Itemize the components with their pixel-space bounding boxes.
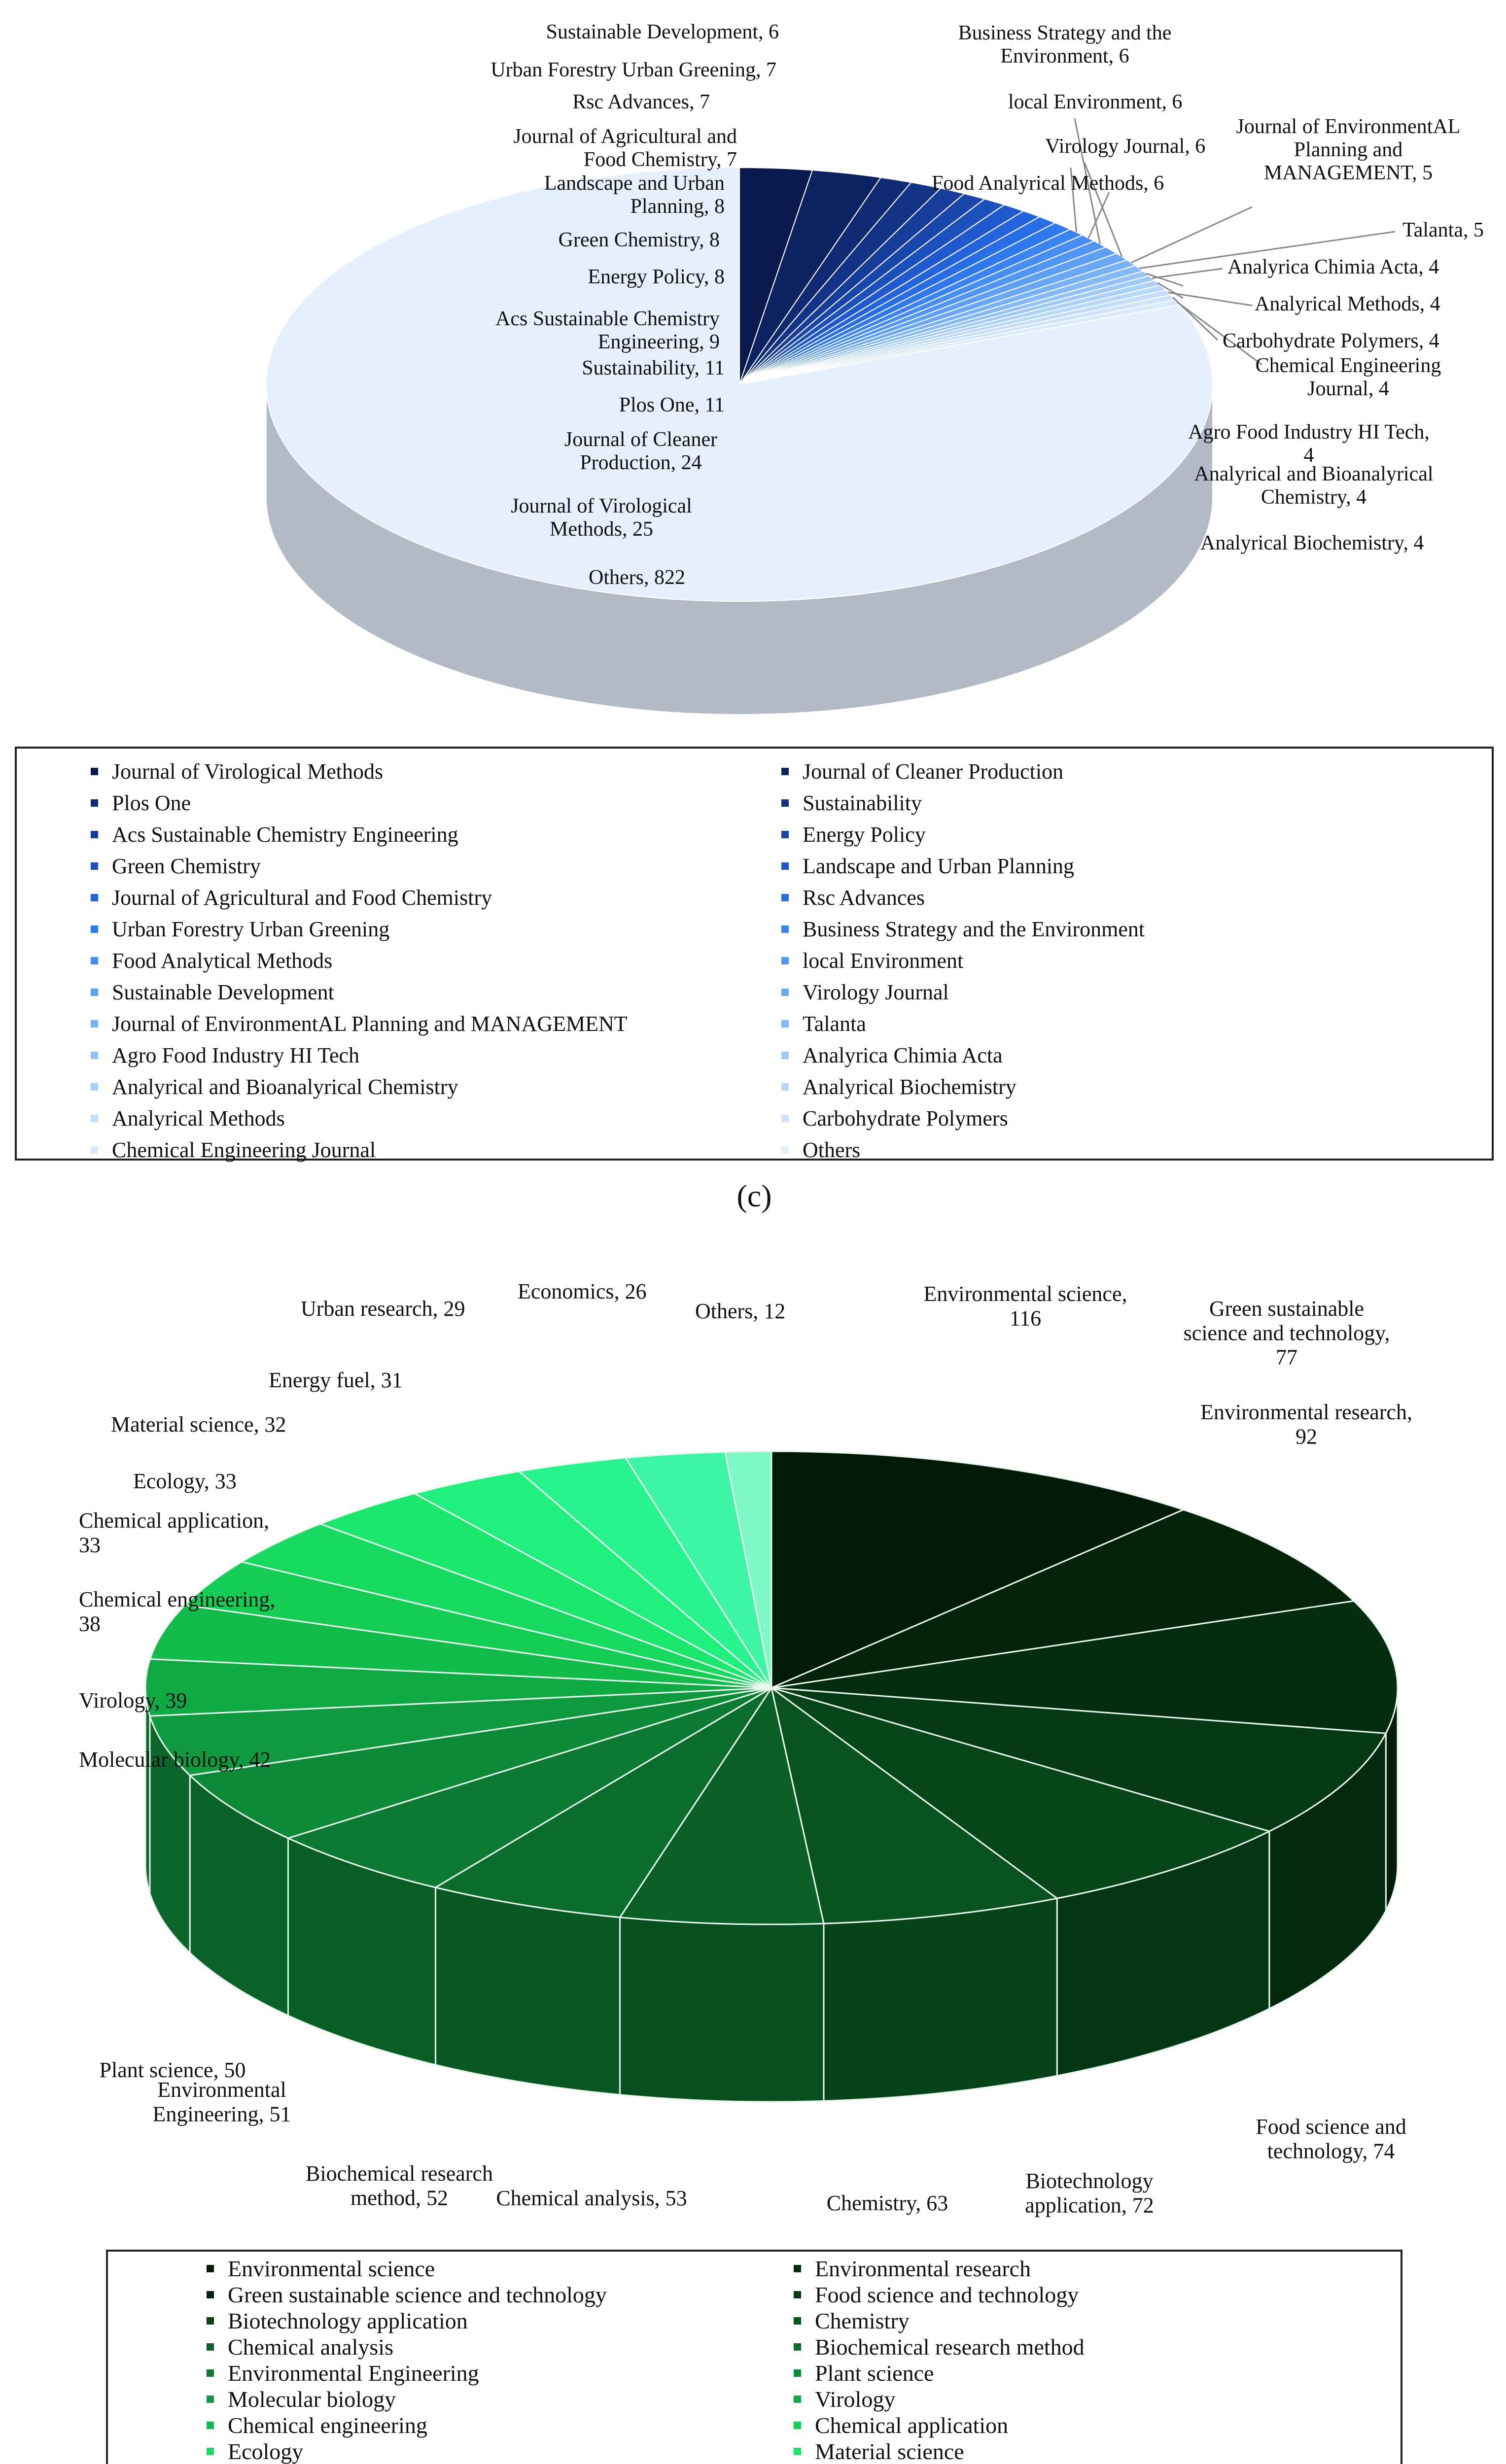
legend-label: Biotechnology application	[228, 2308, 468, 2333]
legend-entry-material-science	[794, 2438, 1381, 2464]
legend-entry-journal-of-cleaner-production	[781, 755, 1472, 787]
legend-label: Virology	[815, 2387, 896, 2412]
pie-slices	[145, 1451, 1398, 1924]
legend-label: Journal of Cleaner Production	[803, 759, 1064, 784]
data-label-virology-journal: Virology Journal, 6	[1045, 135, 1206, 158]
caption-c: (c)	[736, 1178, 772, 1213]
legend-label: Material science	[815, 2439, 964, 2464]
legend-label: Carbohydrate Polymers	[803, 1106, 1008, 1130]
data-label-rsc-advances: Rsc Advances, 7	[572, 91, 710, 113]
legend-entry-molecular-biology	[207, 2386, 794, 2412]
legend-swatch	[781, 925, 789, 933]
legend-label: Environmental science	[228, 2256, 435, 2281]
data-label-local-environment: local Environment, 6	[1008, 91, 1183, 113]
legend-swatch	[781, 1146, 789, 1154]
legend-swatch	[91, 1146, 98, 1154]
legend-entry-biochemical-research-method	[794, 2334, 1381, 2360]
legend-label: Energy Policy	[803, 822, 926, 847]
legend-c	[15, 747, 1494, 1161]
data-label-virology: Virology, 39	[79, 1688, 187, 1712]
legend-entry-environmental-research	[794, 2256, 1381, 2282]
legend-label: Food Analytical Methods	[112, 948, 333, 973]
legend-swatch	[91, 768, 98, 775]
legend-entry-local-environment	[781, 945, 1472, 976]
data-label-acs-sustainable-chemistry-engineering: Acs Sustainable Chemistry Engineering, 9	[495, 308, 720, 354]
legend-label: Virology Journal	[803, 980, 949, 1004]
legend-label: Acs Sustainable Chemistry Engineering	[112, 822, 458, 847]
legend-entry-plant-science	[794, 2360, 1381, 2386]
legend-entry-landscape-and-urban-planning	[781, 850, 1472, 882]
data-label-material-science: Material science, 32	[111, 1412, 286, 1437]
legend-entry-analyrical-methods	[91, 1102, 781, 1134]
legend-swatch	[781, 799, 789, 807]
legend-label: Green sustainable science and technology	[228, 2282, 607, 2307]
data-label-energy-policy: Energy Policy, 8	[588, 266, 725, 288]
data-label-sustainable-development: Sustainable Development, 6	[546, 21, 779, 43]
legend-label: Food science and technology	[815, 2282, 1079, 2307]
legend-entry-environmental-science	[207, 2256, 794, 2282]
legend-entry-analyrica-chimia-acta	[781, 1039, 1472, 1071]
legend-swatch	[781, 1083, 789, 1091]
legend-label: Agro Food Industry HI Tech	[112, 1043, 360, 1067]
data-label-others: Others, 12	[695, 1299, 786, 1323]
legend-swatch	[91, 957, 98, 964]
data-label-molecular-biology: Molecular biology, 42	[79, 1747, 271, 1772]
legend-swatch	[91, 989, 98, 996]
legend-swatch	[781, 894, 789, 901]
legend-swatch	[91, 894, 98, 901]
legend-swatch	[207, 2265, 214, 2272]
pie-side-chemistry	[824, 1898, 1057, 2101]
pie-side-biochemical-research-method	[436, 1887, 620, 2095]
data-label-journal-of-agricultural-and-food-chemistry: Journal of Agricultural and Food Chemistry, 7	[513, 125, 737, 171]
legend-entry-chemical-application	[794, 2412, 1381, 2438]
data-label-plant-science: Plant science, 50	[99, 2058, 246, 2082]
data-label-analyrical-biochemistry: Analyrical Biochemistry, 4	[1200, 532, 1424, 554]
legend-entry-carbohydrate-polymers	[781, 1102, 1472, 1134]
legend-entry-chemical-analysis	[207, 2334, 794, 2360]
pie-side-chemical-analysis	[620, 1917, 824, 2102]
data-label-analyrical-and-bioanalyrical-chemistry: Analyrical and Bioanalyrical Chemistry, 4	[1194, 463, 1434, 509]
data-label-energy-fuel: Energy fuel, 31	[269, 1368, 403, 1392]
legend-label: Chemical engineering	[228, 2413, 427, 2438]
legend-swatch	[781, 957, 789, 964]
legend-entry-virology-journal	[781, 976, 1472, 1008]
data-label-urban-research: Urban research, 29	[301, 1297, 465, 1321]
legend-swatch	[794, 2396, 801, 2403]
legend-entry-chemical-engineering	[207, 2412, 794, 2438]
legend-label: Plos One	[112, 790, 191, 815]
legend-entry-chemical-engineering-journal	[91, 1134, 781, 1165]
leader-line-analyrical-methods	[1168, 292, 1252, 306]
legend-label: Business Strategy and the Environment	[803, 917, 1145, 941]
legend-swatch	[207, 2369, 214, 2377]
pie-chart-d	[0, 1232, 1506, 2247]
legend-entry-analyrical-biochemistry	[781, 1071, 1472, 1102]
legend-entry-chemistry	[794, 2308, 1381, 2334]
legend-swatch	[781, 831, 789, 838]
legend-entry-biotechnology-application	[207, 2308, 794, 2334]
legend-label: local Environment	[803, 948, 964, 973]
pie-chart-c	[0, 0, 1506, 739]
legend-swatch	[207, 2448, 214, 2455]
data-label-sustainability: Sustainability, 11	[582, 357, 725, 379]
data-label-analyrical-methods: Analyrical Methods, 4	[1255, 293, 1440, 315]
data-label-ecology: Ecology, 33	[133, 1469, 237, 1493]
legend-entry-journal-of-agricultural-and-food-chemistry	[91, 882, 781, 913]
pie-slices	[266, 168, 1213, 601]
pie-side-virology	[145, 1688, 150, 1893]
legend-label: Chemical analysis	[228, 2334, 393, 2360]
data-label-analyrica-chimia-acta: Analyrica Chimia Acta, 4	[1227, 256, 1439, 278]
data-label-chemistry: Chemistry, 63	[826, 2191, 948, 2215]
legend-entry-green-chemistry	[91, 850, 781, 882]
data-label-journal-of-environmental-planning-and-management: Journal of EnvironmentAL Planning and MANAGEMENT, 5	[1236, 115, 1461, 185]
legend-entry-sustainability	[781, 787, 1472, 819]
legend-label: Analyrical and Bioanalyrical Chemistry	[112, 1074, 458, 1099]
data-label-urban-forestry-urban-greening: Urban Forestry Urban Greening, 7	[490, 59, 776, 81]
legend-label: Chemical Engineering Journal	[112, 1137, 376, 1162]
legend-entry-plos-one	[91, 787, 781, 819]
legend-swatch	[207, 2396, 214, 2403]
legend-entry-environmental-engineering	[207, 2360, 794, 2386]
legend-entry-agro-food-industry-hi-tech	[91, 1039, 781, 1071]
data-label-green-chemistry: Green Chemistry, 8	[558, 229, 720, 251]
legend-swatch	[781, 1115, 789, 1122]
legend-label: Environmental research	[815, 2256, 1031, 2281]
legend-swatch	[794, 2422, 801, 2429]
legend-label: Molecular biology	[228, 2387, 396, 2412]
legend-swatch	[794, 2317, 801, 2325]
legend-swatch	[91, 862, 98, 870]
legend-d	[106, 2250, 1402, 2464]
legend-swatch	[781, 768, 789, 775]
legend-swatch	[91, 1020, 98, 1027]
legend-label: Urban Forestry Urban Greening	[112, 917, 390, 941]
data-label-chemical-analysis: Chemical analysis, 53	[496, 2186, 687, 2210]
legend-label: Analyrical Methods	[112, 1106, 285, 1130]
legend-label: Sustainable Development	[112, 980, 334, 1004]
legend-swatch	[794, 2448, 801, 2455]
legend-swatch	[91, 799, 98, 807]
legend-label: Environmental Engineering	[228, 2361, 479, 2386]
legend-entry-sustainable-development	[91, 976, 781, 1008]
legend-label: Journal of EnvironmentAL Planning and MANAGEMENT	[112, 1011, 628, 1036]
legend-label: Talanta	[803, 1011, 866, 1036]
legend-entry-food-analytical-methods	[91, 945, 781, 976]
legend-label: Biochemical research method	[815, 2334, 1085, 2360]
data-label-others: Others, 822	[589, 566, 685, 589]
legend-label: Others	[803, 1137, 861, 1162]
legend-swatch	[794, 2291, 801, 2298]
data-label-biochemical-research-method: Biochemical research method, 52	[306, 2161, 493, 2210]
data-label-environmental-science: Environmental science, 116	[923, 1282, 1127, 1331]
legend-entry-virology	[794, 2386, 1381, 2412]
data-label-agro-food-industry-hi-tech: Agro Food Industry HI Tech, 4	[1188, 421, 1430, 467]
legend-entry-acs-sustainable-chemistry-engineering	[91, 819, 781, 850]
legend-label: Journal of Agricultural and Food Chemistry	[112, 885, 492, 910]
data-label-food-analytical-methods: Food Analyrical Methods, 6	[932, 172, 1164, 195]
legend-entry-journal-of-virological-methods	[91, 755, 781, 787]
legend-swatch	[91, 831, 98, 838]
legend-entry-food-science-and-technology	[794, 2282, 1381, 2308]
data-label-chemical-application: Chemical application, 33	[79, 1508, 270, 1557]
legend-entry-others	[781, 1134, 1472, 1165]
legend-entry-analyrical-and-bioanalyrical-chemistry	[91, 1071, 781, 1102]
legend-swatch	[207, 2422, 214, 2429]
data-label-journal-of-virological-methods: Journal of Virological Methods, 25	[511, 495, 692, 541]
legend-entry-rsc-advances	[781, 882, 1472, 913]
data-label-economics: Economics, 26	[518, 1279, 647, 1303]
legend-swatch	[207, 2343, 214, 2351]
legend-entry-talanta	[781, 1008, 1472, 1039]
legend-swatch	[91, 1052, 98, 1059]
legend-entry-energy-policy	[781, 819, 1472, 850]
legend-swatch	[781, 1052, 789, 1059]
leader-line-analyrica-chimia-acta	[1152, 269, 1223, 278]
data-label-carbohydrate-polymers: Carbohydrate Polymers, 4	[1223, 330, 1439, 352]
legend-swatch	[781, 989, 789, 996]
data-label-environmental-engineering: Environmental Engineering, 51	[152, 2078, 291, 2126]
legend-label: Chemistry	[815, 2308, 910, 2333]
data-label-business-strategy-and-the-environment: Business Strategy and the Environment, 6	[958, 22, 1172, 68]
legend-label: Rsc Advances	[803, 885, 925, 910]
legend-entry-business-strategy-and-the-environment	[781, 913, 1472, 945]
legend-entry-urban-forestry-urban-greening	[91, 913, 781, 945]
legend-label: Analyrica Chimia Acta	[803, 1043, 1003, 1067]
data-label-environmental-research: Environmental research, 92	[1200, 1400, 1413, 1449]
data-label-green-sustainable-science-and-technology: Green sustainable science and technology, 77	[1183, 1297, 1390, 1369]
legend-swatch	[91, 1083, 98, 1091]
data-label-plos-one: Plos One, 11	[619, 394, 725, 416]
legend-swatch	[91, 1115, 98, 1122]
data-label-chemical-engineering: Chemical engineering, 38	[79, 1587, 276, 1636]
data-label-biotechnology-application: Biotechnology application, 72	[1025, 2169, 1154, 2218]
legend-swatch	[794, 2369, 801, 2377]
legend-label: Journal of Virological Methods	[112, 759, 384, 784]
data-label-landscape-and-urban-planning: Landscape and Urban Planning, 8	[544, 172, 725, 218]
legend-entry-journal-of-environmental-planning-and-management	[91, 1008, 781, 1039]
legend-label: Green Chemistry	[112, 854, 261, 878]
legend-swatch	[794, 2343, 801, 2351]
legend-entry-ecology	[207, 2438, 794, 2464]
legend-swatch	[91, 925, 98, 933]
data-label-talanta: Talanta, 5	[1402, 219, 1484, 241]
data-label-food-science-and-technology: Food science and technology, 74	[1256, 2115, 1406, 2163]
data-label-journal-of-cleaner-production: Journal of Cleaner Production, 24	[564, 428, 718, 475]
legend-label: Chemical application	[815, 2413, 1009, 2438]
legend-label: Ecology	[228, 2439, 304, 2464]
legend-swatch	[207, 2291, 214, 2298]
legend-entry-green-sustainable-science-and-technology	[207, 2282, 794, 2308]
data-label-chemical-engineering-journal: Chemical Engineering Journal, 4	[1255, 354, 1441, 401]
legend-label: Plant science	[815, 2361, 934, 2386]
legend-label: Sustainability	[803, 790, 922, 815]
legend-label: Landscape and Urban Planning	[803, 854, 1075, 878]
legend-label: Analyrical Biochemistry	[803, 1074, 1016, 1099]
legend-swatch	[781, 862, 789, 870]
legend-swatch	[794, 2265, 801, 2272]
legend-swatch	[781, 1020, 789, 1027]
legend-swatch	[207, 2317, 214, 2325]
